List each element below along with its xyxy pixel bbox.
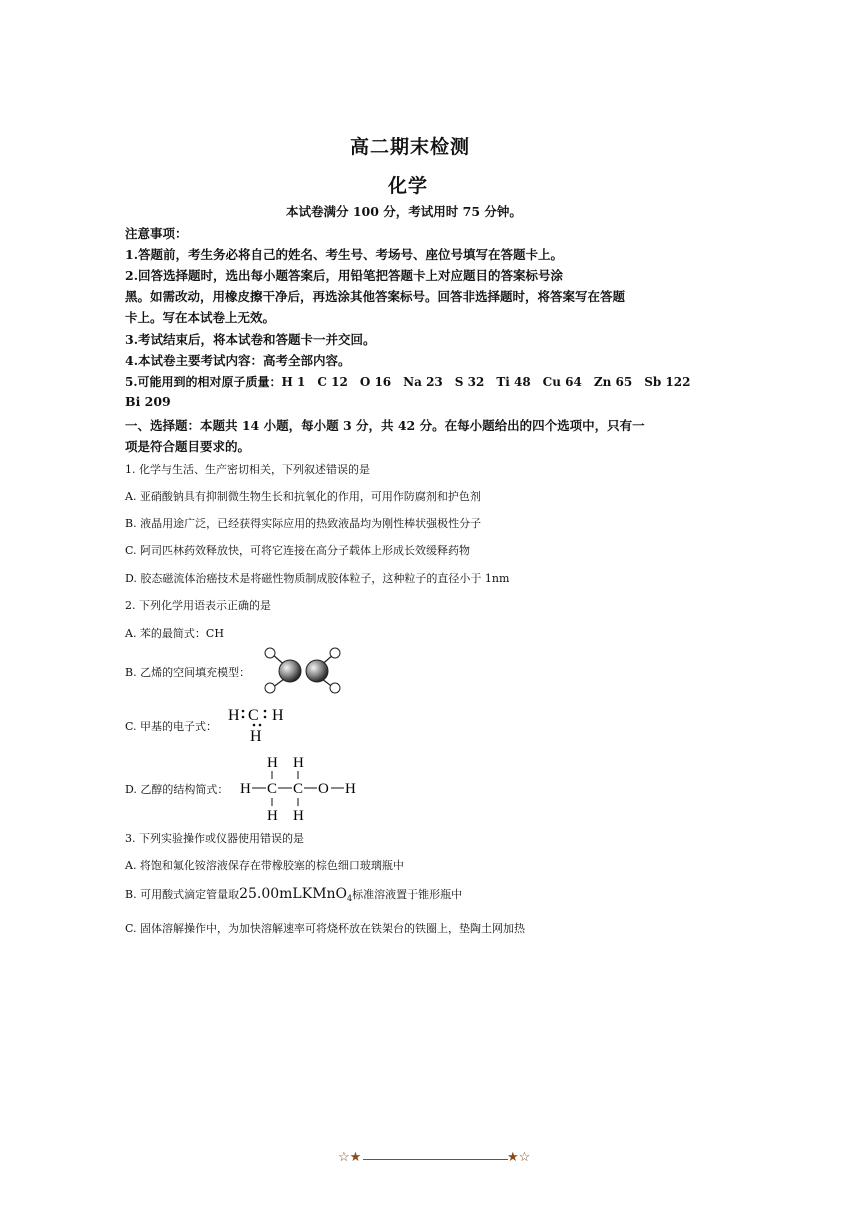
ef-center-c: C [248,707,259,724]
footer-stars-left: ☆★ [338,1150,362,1165]
ef-bottom-h: H [250,728,262,744]
note-item-5-line-2: Bi 209 [125,394,171,409]
svg-text:C: C [293,781,304,797]
q2-option-c: C. 甲基的电子式： [125,720,218,733]
exam-info: 本试卷满分 100 分，考试用时 75 分钟。 [286,204,522,219]
svg-text:O: O [318,781,329,797]
q2-option-a: A. 苯的最简式：CH [125,627,224,640]
ef-left-h: H [228,707,240,724]
section-1-line-2: 项是符合题目要求的。 [125,439,251,454]
svg-text:H: H [293,755,304,771]
q3-option-b-formula: 25.00mLKMnO [239,886,348,902]
ef-right-h: H [272,707,284,724]
q3-option-b-suffix: 标准溶液置于锥形瓶中 [352,888,463,901]
ethanol-structural-formula [240,753,370,823]
note-item-5-line-1: 5.可能用到的相对原子质量：H 1 C 12 O 16 Na 23 S 32 Ti 48 Cu 64 Zn 65 Sb 122 [125,375,691,389]
exam-title: 高二期末检测 [350,136,471,158]
svg-text:H: H [267,808,278,823]
svg-text:H: H [240,781,251,797]
q2-option-b: B. 乙烯的空间填充模型： [125,666,251,679]
svg-text:H: H [293,808,304,823]
q3-option-b-prefix: B. 可用酸式滴定管量取 [125,888,240,901]
q1-option-d: D. 胶态磁流体治癌技术是将磁性物质制成胶体粒子，这种粒子的直径小于 1nm [125,572,510,585]
q3-option-b [125,886,462,903]
svg-text:H: H [267,755,278,771]
note-item-2-line-3: 卡上。写在本试卷上无效。 [125,310,276,325]
q3-option-b-subscript: 4 [347,894,353,904]
q3-option-c: C. 固体溶解操作中，为加快溶解速率可将烧杯放在铁架台的铁圈上，垫陶土网加热 [125,922,526,935]
q1-option-c: C. 阿司匹林药效释放快，可将它连接在高分子载体上形成长效缓释药物 [125,544,471,557]
q1-stem: 1. 化学与生活、生产密切相关，下列叙述错误的是 [125,463,370,476]
svg-text:C: C [267,781,278,797]
q3-option-a: A. 将饱和氟化铵溶液保存在带橡胶塞的棕色细口玻璃瓶中 [125,859,404,872]
exam-subject: 化学 [388,175,429,197]
methyl-electron-formula [228,704,298,744]
q1-option-b: B. 液晶用途广泛，已经获得实际应用的热致液晶均为刚性棒状强极性分子 [125,517,482,530]
note-item-4: 4.本试卷主要考试内容：高考全部内容。 [125,353,351,368]
note-item-3: 3.考试结束后，将本试卷和答题卡一并交回。 [125,332,376,347]
q1-option-a: A. 亚硝酸钠具有抑制微生物生长和抗氧化的作用，可用作防腐剂和护色剂 [125,490,481,503]
note-item-2-line-1: 2.回答选择题时，选出每小题答案后，用铅笔把答题卡上对应题目的答案标号涂 [125,268,564,283]
footer-divider [363,1159,508,1160]
q2-option-d: D. 乙醇的结构简式： [125,783,229,796]
ethylene-space-filling-model [260,646,350,698]
svg-text:H: H [345,781,356,797]
note-item-2-line-2: 黑。如需改动，用橡皮擦干净后，再选涂其他答案标号。回答非选择题时，将答案写在答题 [125,289,626,304]
footer-stars-right: ★☆ [507,1150,531,1165]
q2-stem: 2. 下列化学用语表示正确的是 [125,599,271,612]
section-1-line-1: 一、选择题：本题共 14 小题，每小题 3 分，共 42 分。在每小题给出的四个选项中，只有一 [125,418,645,433]
note-item-1: 1.答题前，考生务必将自己的姓名、考生号、考场号、座位号填写在答题卡上。 [125,247,564,262]
notes-heading: 注意事项： [125,226,188,241]
q3-stem: 3. 下列实验操作或仪器使用错误的是 [125,832,304,845]
